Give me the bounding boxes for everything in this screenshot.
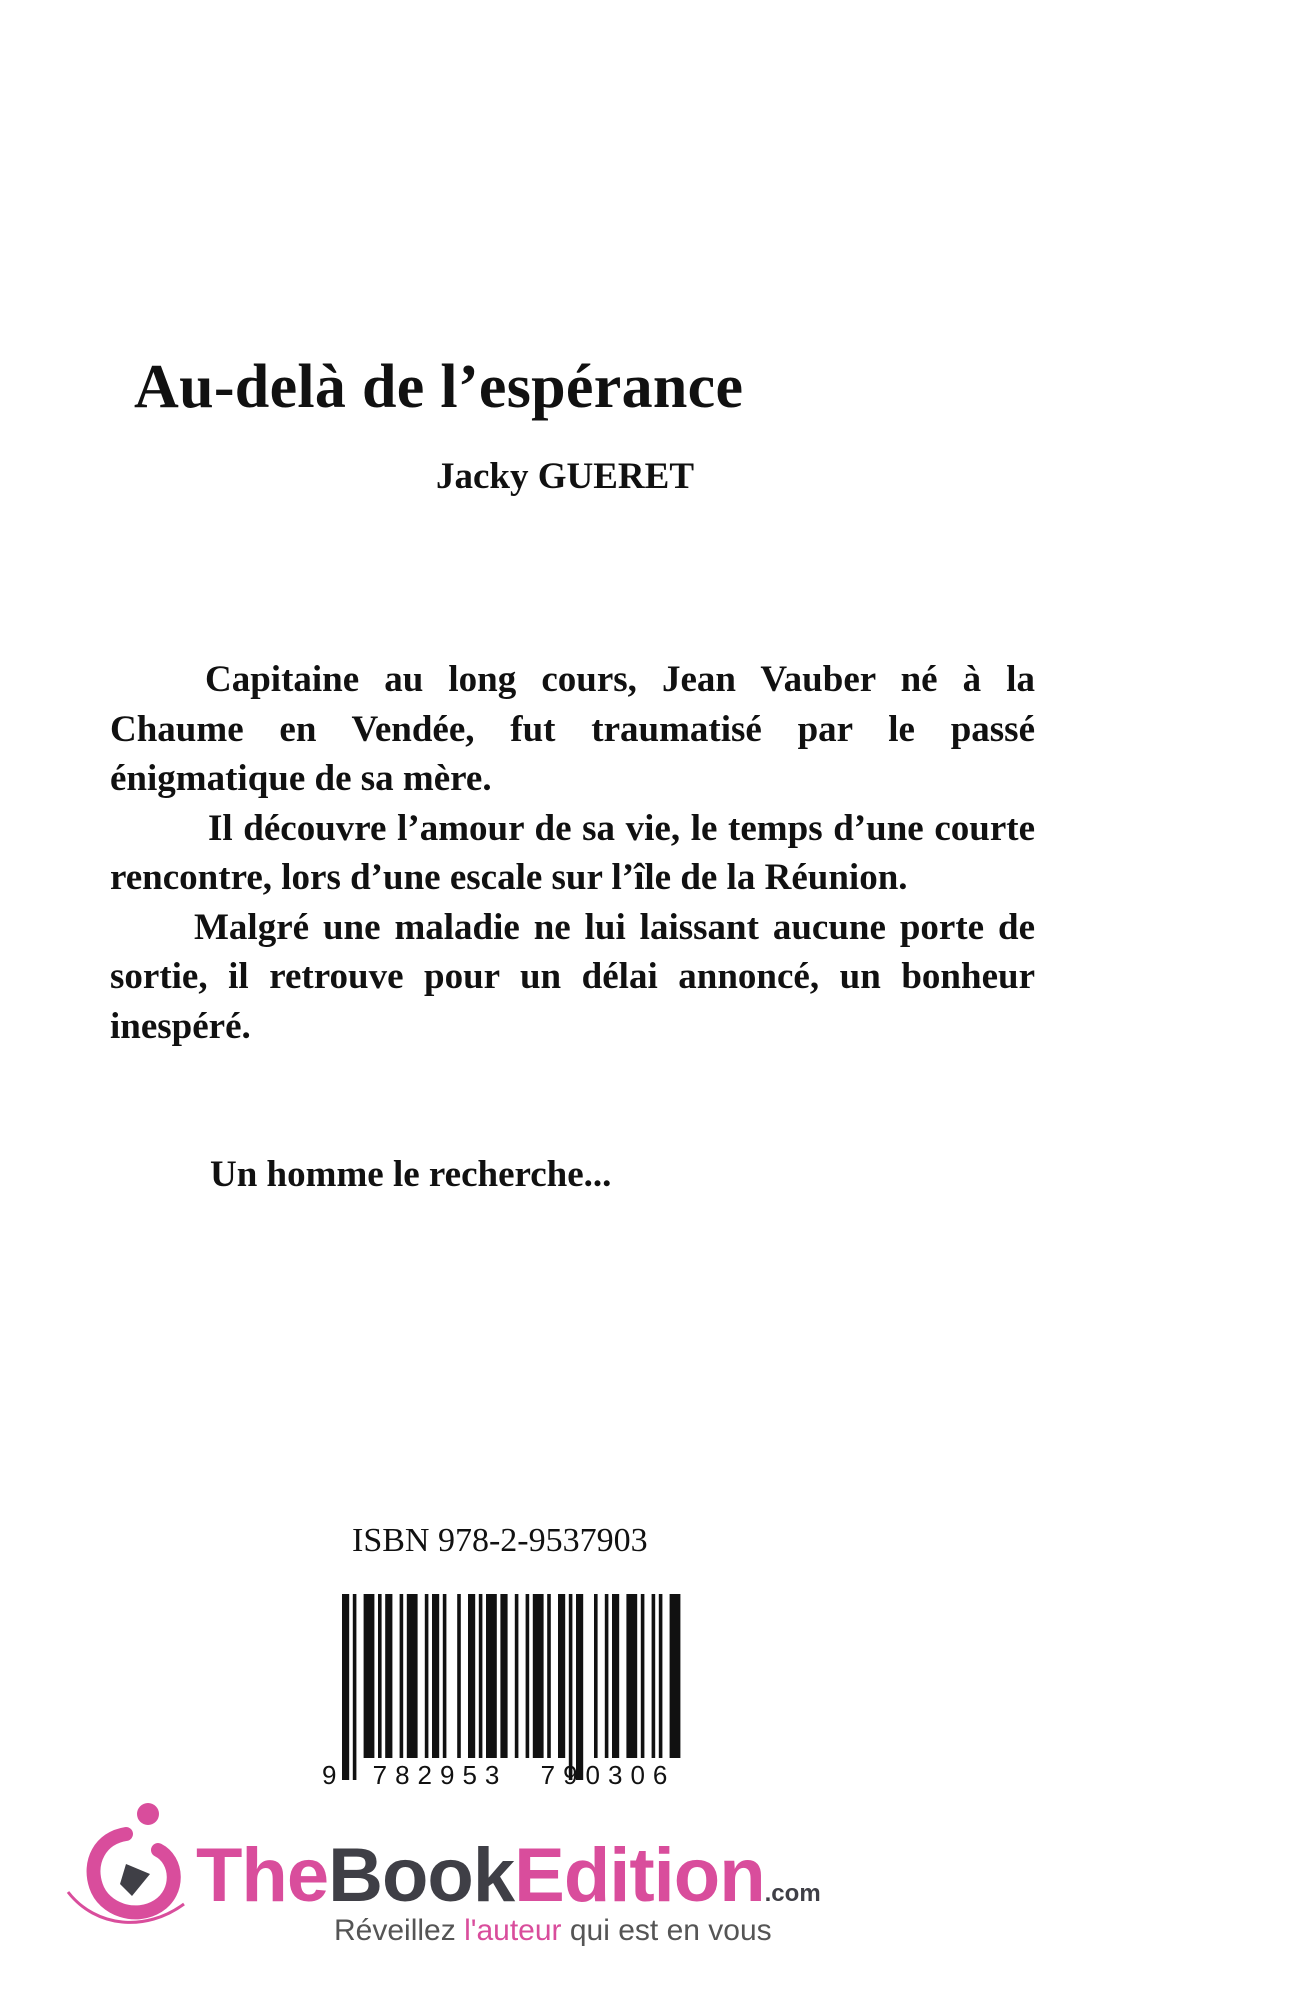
barcode-bar <box>407 1594 418 1758</box>
brand-the: The <box>196 1833 329 1918</box>
summary-paragraph: Il découvre l’amour de sa vie, le temps d’une courte rencontre, lors d’une escale sur l’île de la Réunion. <box>110 807 1035 898</box>
slogan-start: Réveillez <box>334 1914 465 1947</box>
barcode-bar <box>378 1594 382 1758</box>
slogan-end: qui est en vous <box>561 1914 772 1947</box>
barcode-bar <box>605 1594 609 1758</box>
barcode-digit-group: 790306 <box>540 1760 676 1790</box>
barcode-bar <box>576 1594 583 1780</box>
barcode-bar <box>425 1594 429 1758</box>
barcode-bar <box>479 1594 483 1758</box>
barcode-bar <box>486 1594 497 1758</box>
summary-paragraph: Malgré une maladie ne lui laissant aucune porte de sortie, il retrouve pour un délai annoncé, un bonheur inespéré. <box>110 906 1035 1047</box>
brand-domain: .com <box>764 1880 821 1907</box>
book-title: Au-delà de l’espérance <box>134 353 744 421</box>
brand-edition: Edition <box>514 1833 765 1918</box>
summary-text <box>110 655 1035 1051</box>
barcode-bar <box>533 1594 544 1758</box>
barcode-bar <box>652 1594 656 1758</box>
barcode-bar <box>468 1594 475 1758</box>
book-author: Jacky GUERET <box>436 456 695 497</box>
barcode-bar <box>400 1594 404 1758</box>
barcode-digits <box>318 1760 694 1791</box>
barcode-bar <box>432 1594 439 1758</box>
isbn-label: ISBN 978-2-9537903 <box>352 1522 648 1559</box>
barcode-bar <box>342 1594 349 1780</box>
barcode-bar <box>500 1594 507 1758</box>
barcode-bar <box>670 1594 681 1758</box>
tagline: Un homme le recherche... <box>210 1154 612 1195</box>
barcode-bar <box>641 1594 645 1758</box>
barcode-bar <box>515 1594 519 1758</box>
barcode-bar <box>569 1594 573 1780</box>
slogan-accent: l'auteur <box>464 1914 562 1947</box>
barcode-bar <box>612 1594 619 1758</box>
publisher-slogan <box>334 1914 772 1948</box>
barcode-bar <box>385 1594 392 1758</box>
barcode-bar <box>353 1594 357 1780</box>
brand-book: Book <box>328 1833 515 1918</box>
barcode-bar <box>594 1594 598 1758</box>
barcode-bar <box>547 1594 551 1758</box>
barcode-bar <box>558 1594 565 1758</box>
barcode-bar <box>457 1594 461 1758</box>
barcode-bar <box>626 1594 637 1758</box>
barcode-digit-lead: 9 <box>322 1760 337 1790</box>
barcode-bar <box>659 1594 663 1758</box>
thebookedition-logo-icon <box>66 1800 192 1930</box>
barcode-bar <box>443 1594 447 1758</box>
summary-paragraph: Capitaine au long cours, Jean Vauber né à la Chaume en Vendée, fut traumatisé par le passé énigmatique de sa mère. <box>110 659 1035 799</box>
barcode-bar <box>526 1594 530 1758</box>
barcode-bar <box>364 1594 375 1758</box>
barcode-digit-group: 782953 <box>372 1760 508 1790</box>
publisher-brand <box>196 1833 821 1918</box>
